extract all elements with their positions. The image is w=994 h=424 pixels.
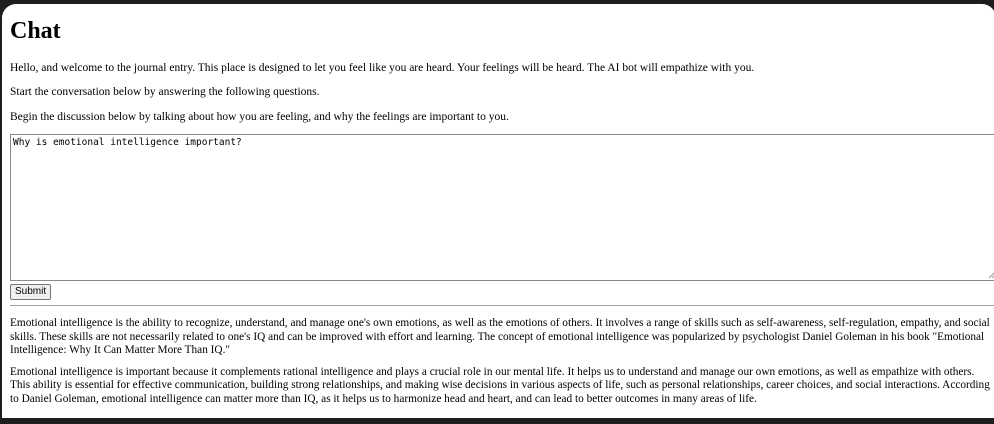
browser-window — [2, 4, 994, 418]
divider — [10, 305, 994, 306]
intro-discussion-prompt: Begin the discussion below by talking about how you are feeling, and why the feelings are important to you. — [10, 111, 509, 123]
intro-instructions-text: Start the conversation below by answering the following questions. — [10, 86, 320, 98]
journal-entry-input[interactable] — [10, 134, 994, 281]
chat-response — [10, 317, 990, 414]
response-paragraph: Emotional intelligence is the ability to recognize, understand, and manage one's own emotions, as well as the emotions of others. It involves a range of skills such as self-awareness, self-regulation, empathy, and social skills. These skills are not necessarily related to one's IQ and can be improved with effort and learning. The concept of emotional intelligence was popularized by psychologist Daniel Goleman in his book "Emotional Intelligence: Why It Can Matter More Than IQ." — [10, 317, 990, 356]
resize-grip-icon[interactable] — [988, 271, 994, 279]
intro-welcome-text: Hello, and welcome to the journal entry. This place is designed to let you feel like you are heard. Your feelings will be heard. The AI bot will empathize with you. — [10, 62, 755, 74]
response-paragraph: Emotional intelligence is important because it complements rational intelligence and plays a crucial role in our mental life. It helps us to understand and manage our own emotions, as well as empathize with others. This ability is essential for effective communication, building strong relationships, and making wise decisions in various aspects of life, such as personal relationships, career choices, and social interactions. According to Daniel Goleman, emotional intelligence can matter more than IQ, as it helps us to harmonize head and heart, and can lead to better outcomes in many areas of life. — [10, 365, 990, 405]
submit-button[interactable]: Submit — [10, 284, 51, 300]
page-title: Chat — [10, 18, 61, 44]
